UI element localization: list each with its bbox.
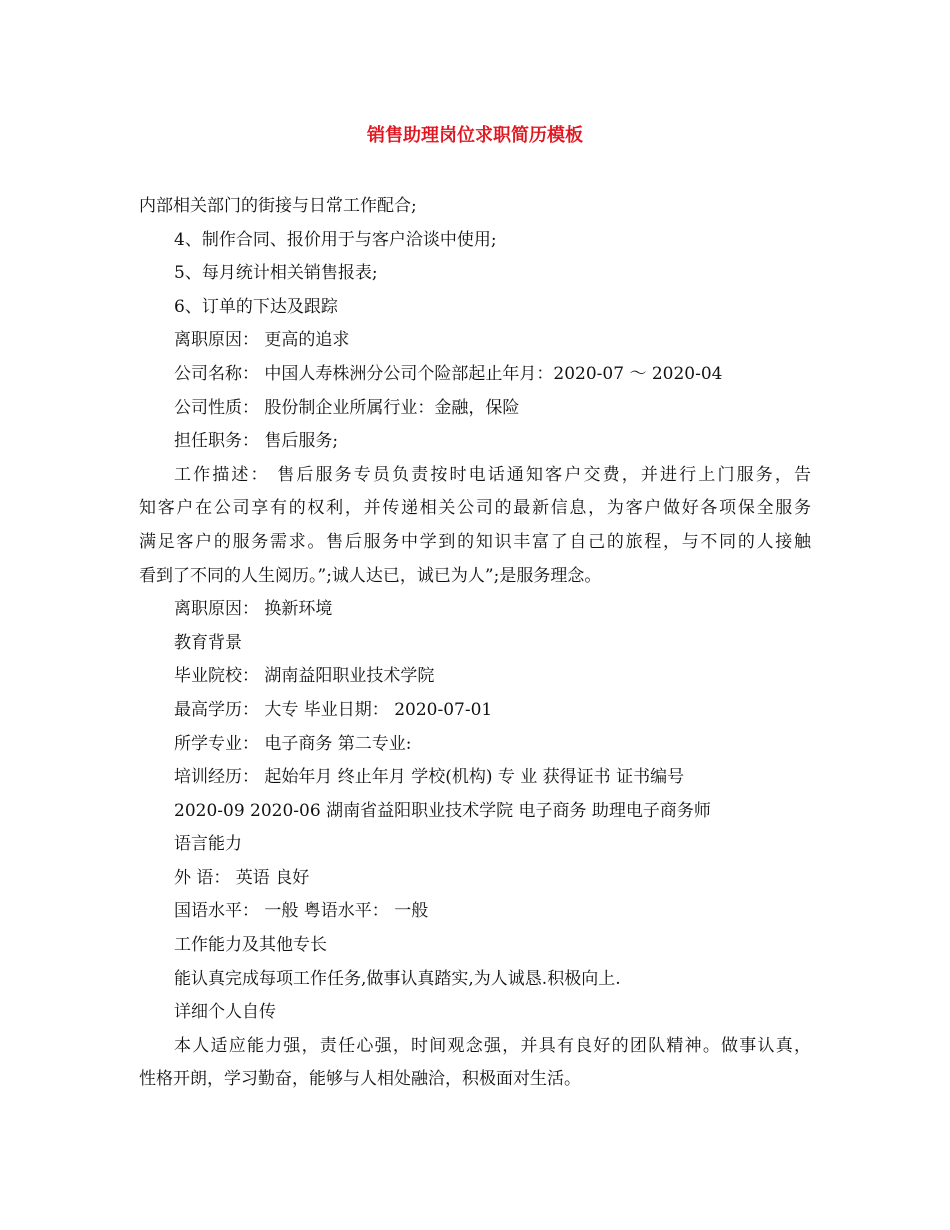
- text-line-12: 看到了不同的人生阅历。”;诚人达已，诚已为人”;是服务理念。: [139, 565, 602, 586]
- section-heading-language: 语言能力: [174, 834, 242, 855]
- text-line-16: 最高学历： 大专 毕业日期： 2020-07-01: [174, 699, 493, 720]
- text-line-10: 知客户在公司享有的权利，并传递相关公司的最新信息，为客户做好各项保全服务: [139, 498, 811, 519]
- text-line-13: 离职原因： 换新环境: [174, 599, 333, 620]
- text-line-6: 公司名称： 中国人寿株洲分公司个险部起止年月：2020-07 ～ 2020-04: [174, 363, 723, 384]
- text-line-22: 国语水平： 一般 粤语水平： 一般: [174, 901, 429, 922]
- text-line-15: 毕业院校： 湖南益阳职业技术学院: [174, 666, 435, 687]
- text-line-5: 离职原因： 更高的追求: [174, 330, 350, 351]
- text-line-9: 工作描述： 售后服务专员负责按时电话通知客户交费，并进行上门服务，告: [174, 464, 811, 485]
- text-line-8: 担任职务： 售后服务;: [174, 431, 339, 452]
- text-line-11: 满足客户的服务需求。售后服务中学到的知识丰富了自己的旅程，与不同的人接触: [139, 531, 811, 552]
- text-line-27: 性格开朗，学习勤奋，能够与人相处融洽，积极面对生活。: [139, 1069, 581, 1090]
- document-body: [139, 190, 811, 1097]
- text-line-24: 能认真完成每项工作任务,做事认真踏实,为人诚恳.积极向上.: [174, 968, 621, 989]
- section-heading-autobiography: 详细个人自传: [174, 1002, 276, 1023]
- text-line-19: 2020-09 2020-06 湖南省益阳职业技术学院 电子商务 助理电子商务师: [174, 800, 711, 821]
- text-line-2: 4、制作合同、报价用于与客户洽谈中使用;: [174, 229, 497, 250]
- section-heading-skills: 工作能力及其他专长: [174, 935, 327, 956]
- text-line-17: 所学专业： 电子商务 第二专业:: [174, 733, 412, 754]
- document-title: 销售助理岗位求职简历模板: [367, 125, 583, 146]
- text-line-18: 培训经历： 起始年月 终止年月 学校(机构) 专 业 获得证书 证书编号: [174, 767, 685, 788]
- text-line-1: 内部相关部门的街接与日常工作配合;: [139, 196, 417, 216]
- text-line-7: 公司性质： 股份制企业所属行业：金融，保险: [174, 397, 520, 418]
- section-heading-education: 教育背景: [174, 632, 242, 653]
- text-line-3: 5、每月统计相关销售报表;: [174, 263, 378, 284]
- text-line-21: 外 语： 英语 良好: [174, 867, 310, 888]
- text-line-26: 本人适应能力强，责任心强，时间观念强，并具有良好的团队精神。做事认真，: [174, 1035, 811, 1056]
- text-line-4: 6、订单的下达及跟踪: [174, 296, 338, 317]
